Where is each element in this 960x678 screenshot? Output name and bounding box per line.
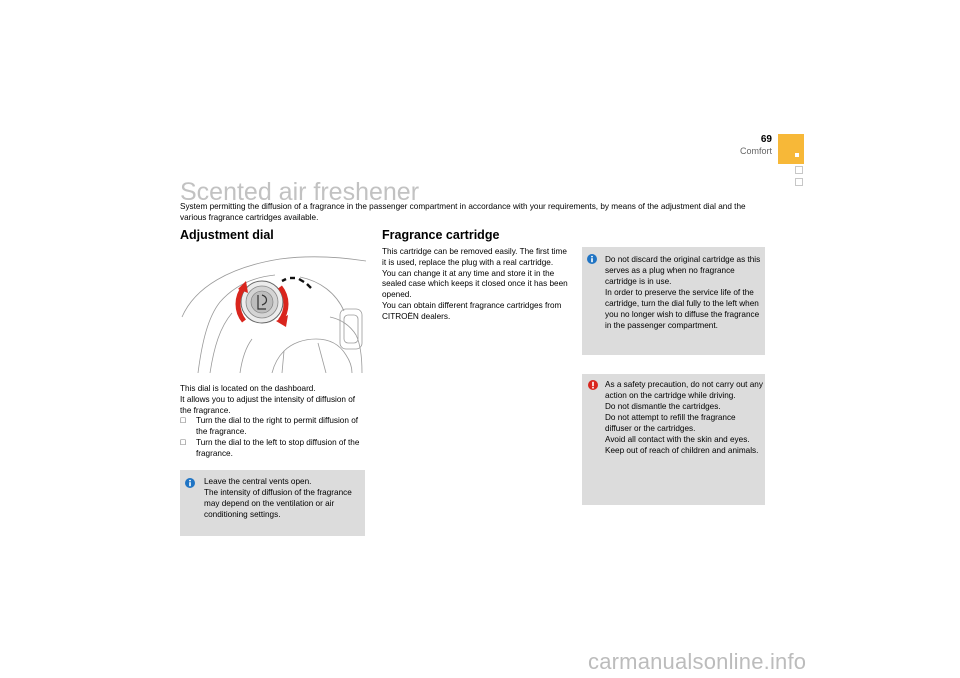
- fragrance-cartridge-text: [382, 247, 568, 323]
- info-icon: [185, 478, 195, 488]
- list-item: [180, 438, 364, 460]
- chapter-tab-outline: [795, 166, 803, 174]
- adjustment-dial-purpose: It allows you to adjust the intensity of diffusion of the fragrance.: [180, 394, 356, 415]
- section-name: Comfort: [739, 146, 772, 156]
- bullet-marker: [180, 438, 186, 449]
- info-line: Leave the central vents open.: [204, 477, 312, 486]
- cartridge-line: This cartridge can be removed easily. The first time it is used, replace the plug with a real cartridge.: [382, 247, 567, 267]
- info-icon: [587, 254, 597, 264]
- watermark: carmanualsonline.info: [588, 649, 807, 674]
- list-item: [180, 416, 364, 438]
- chapter-tab-marker: [795, 153, 799, 157]
- bullet-text: Turn the dial to the right to permit diffusion of the fragrance.: [196, 416, 359, 437]
- info-box-cartridge: [582, 247, 765, 355]
- adjustment-dial-location: This dial is located on the dashboard.: [180, 384, 316, 393]
- info-line: In order to preserve the service life of the cartridge, turn the dial fully to the left when you no longer wish to diffuse the fragrance in the passenger compartment.: [605, 288, 760, 330]
- warning-line: Do not dismantle the cartridges.: [605, 402, 721, 411]
- adjustment-dial-illustration: [180, 247, 366, 373]
- warning-line: As a safety precaution, do not carry out any action on the cartridge while driving.: [605, 380, 763, 400]
- page-number: 69: [760, 134, 772, 145]
- cartridge-line: You can obtain different fragrance cartridges from CITROËN dealers.: [382, 300, 562, 321]
- chapter-tab-outline: [795, 178, 803, 186]
- cartridge-line: You can change it at any time and store it in the sealed case which keeps it closed once it has been opened.: [382, 268, 568, 300]
- bullet-marker: [180, 416, 186, 427]
- warning-line: Do not attempt to refill the fragrance diffuser or the cartridges.: [605, 413, 736, 433]
- bullet-text: Turn the dial to the left to stop diffusion of the fragrance.: [196, 437, 360, 458]
- info-line: Do not discard the original cartridge as this serves as a plug when no fragrance cartridge is in use.: [605, 255, 761, 286]
- intro-text: System permitting the diffusion of a fragrance in the passenger compartment in accordance with your requirements, by means of the adjustment dial and the various fragrance cartridges available.: [180, 202, 746, 222]
- info-line: The intensity of diffusion of the fragrance may depend on the ventilation or air conditioning settings.: [204, 488, 352, 519]
- info-box-vents: [180, 470, 365, 536]
- fragrance-cartridge-heading: Fragrance cartridge: [382, 228, 500, 242]
- warning-line: Keep out of reach of children and animals.: [605, 446, 759, 455]
- warning-line: Avoid all contact with the skin and eyes.: [605, 435, 750, 444]
- adjustment-dial-illustration-icon: [180, 247, 366, 373]
- warning-box: [582, 374, 765, 505]
- warning-icon: [588, 380, 598, 390]
- adjustment-dial-text: [180, 384, 364, 460]
- chapter-tab: [778, 134, 804, 164]
- adjustment-dial-heading: Adjustment dial: [180, 228, 274, 242]
- page-title: Scented air freshener: [180, 178, 420, 206]
